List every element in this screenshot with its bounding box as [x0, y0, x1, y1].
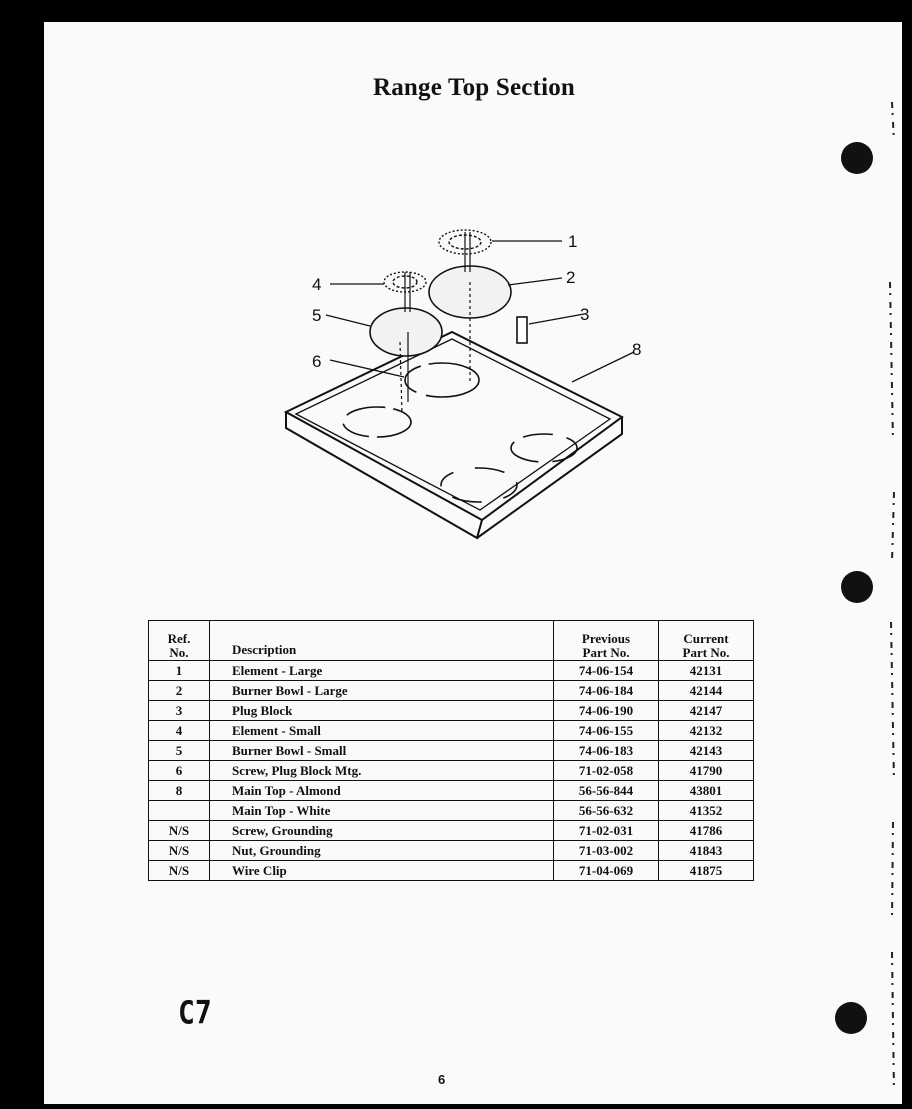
cell-current-part: 42143	[659, 741, 754, 761]
cell-current-part: 41790	[659, 761, 754, 781]
table-row	[149, 661, 754, 681]
cell-ref	[149, 801, 210, 821]
cell-previous-part: 74-06-184	[554, 681, 659, 701]
cell-previous-part: 71-04-069	[554, 861, 659, 881]
cell-ref: 3	[149, 701, 210, 721]
cell-description: Screw, Grounding	[210, 821, 554, 841]
range-top-exploded-diagram	[272, 202, 692, 552]
cell-previous-part: 56-56-632	[554, 801, 659, 821]
header-text: Part No.	[582, 645, 630, 660]
cell-ref: N/S	[149, 821, 210, 841]
cell-description: Main Top - White	[210, 801, 554, 821]
callout-label: 4	[312, 275, 322, 294]
cell-ref: 2	[149, 681, 210, 701]
burner-bowls	[370, 266, 511, 356]
table-row	[149, 761, 754, 781]
binder-hole-middle	[841, 571, 873, 603]
callout-label: 3	[580, 305, 590, 324]
binder-hole-bottom	[835, 1002, 867, 1034]
table-row	[149, 721, 754, 741]
table-row	[149, 781, 754, 801]
cell-current-part: 43801	[659, 781, 754, 801]
callout-label: 6	[312, 352, 322, 371]
cell-previous-part: 71-02-031	[554, 821, 659, 841]
cell-current-part: 41875	[659, 861, 754, 881]
header-text: No.	[169, 645, 189, 660]
cell-current-part: 42147	[659, 701, 754, 721]
callout-label: 8	[632, 340, 642, 359]
table-row	[149, 801, 754, 821]
cell-description: Burner Bowl - Large	[210, 681, 554, 701]
cell-previous-part: 71-02-058	[554, 761, 659, 781]
cell-description: Screw, Plug Block Mtg.	[210, 761, 554, 781]
header-text: Current	[683, 631, 729, 646]
cell-ref: 4	[149, 721, 210, 741]
page-number: 6	[438, 1072, 446, 1087]
table-row	[149, 741, 754, 761]
cell-current-part: 42144	[659, 681, 754, 701]
table-row	[149, 861, 754, 881]
cell-ref: 1	[149, 661, 210, 681]
cell-description: Element - Large	[210, 661, 554, 681]
cell-current-part: 41843	[659, 841, 754, 861]
header-description: Description	[210, 621, 554, 661]
cell-current-part: 42132	[659, 721, 754, 741]
cell-description: Wire Clip	[210, 861, 554, 881]
table-row	[149, 841, 754, 861]
binder-hole-top	[841, 142, 873, 174]
callout-label: 2	[566, 268, 576, 287]
cell-current-part: 41352	[659, 801, 754, 821]
cell-previous-part: 74-06-155	[554, 721, 659, 741]
callout-label: 5	[312, 306, 322, 325]
table-row	[149, 821, 754, 841]
cell-description: Main Top - Almond	[210, 781, 554, 801]
page-code: C7	[178, 993, 212, 1032]
cell-description: Nut, Grounding	[210, 841, 554, 861]
cell-description: Plug Block	[210, 701, 554, 721]
parts-table	[148, 620, 754, 881]
catalog-page	[44, 22, 902, 1104]
cell-description: Burner Bowl - Small	[210, 741, 554, 761]
cell-previous-part: 71-03-002	[554, 841, 659, 861]
cell-description: Element - Small	[210, 721, 554, 741]
cell-ref: 8	[149, 781, 210, 801]
cell-current-part: 41786	[659, 821, 754, 841]
cell-ref: N/S	[149, 861, 210, 881]
callout-label: 1	[568, 232, 578, 251]
table-row	[149, 701, 754, 721]
header-text: Previous	[581, 631, 631, 646]
main-top-part	[286, 332, 622, 538]
cell-current-part: 42131	[659, 661, 754, 681]
table-header-row	[149, 621, 754, 661]
cell-previous-part: 74-06-190	[554, 701, 659, 721]
header-text: Ref.	[167, 631, 191, 646]
page-title: Range Top Section	[372, 74, 576, 101]
header-text: Part No.	[682, 645, 730, 660]
cell-ref: 5	[149, 741, 210, 761]
cell-ref: N/S	[149, 841, 210, 861]
cell-previous-part: 56-56-844	[554, 781, 659, 801]
scan-edge-marks	[880, 22, 902, 1104]
cell-previous-part: 74-06-183	[554, 741, 659, 761]
header-previous-part-no	[554, 621, 659, 661]
header-ref-no	[149, 621, 210, 661]
cell-previous-part: 74-06-154	[554, 661, 659, 681]
cell-ref: 6	[149, 761, 210, 781]
header-current-part-no	[659, 621, 754, 661]
plug-block-part	[517, 317, 527, 343]
table-row	[149, 681, 754, 701]
